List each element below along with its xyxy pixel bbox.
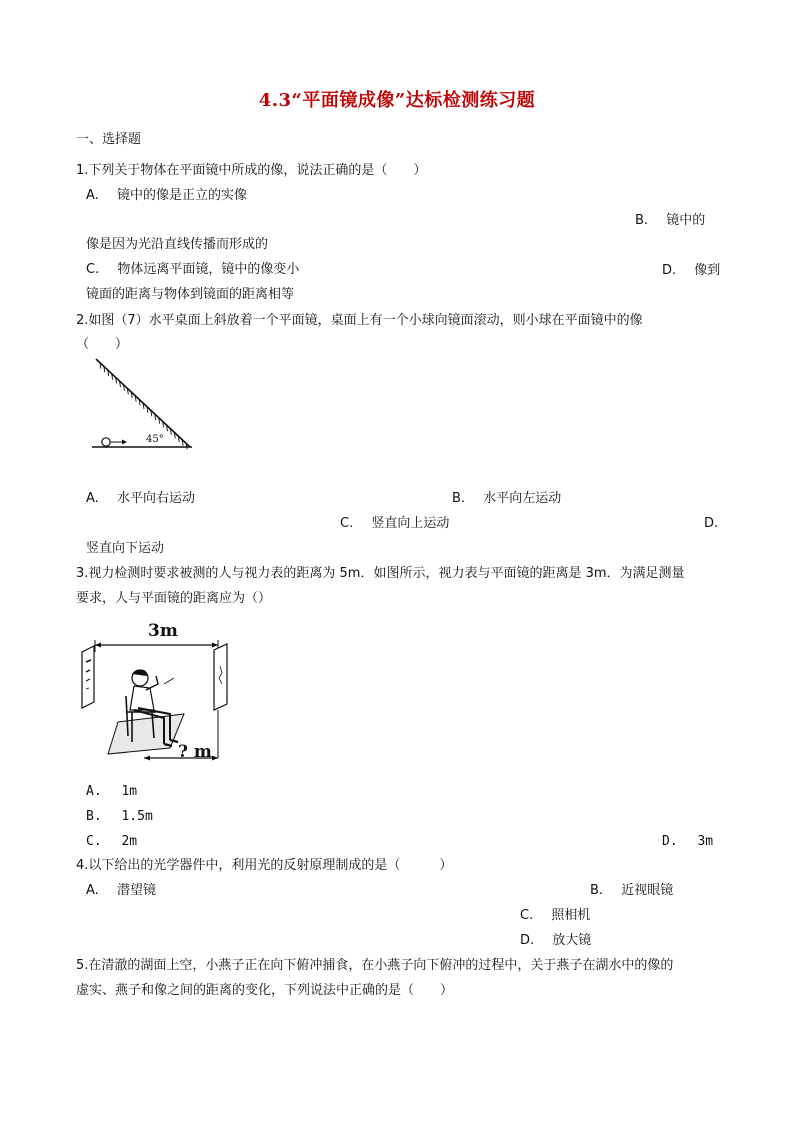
q1-option-d-letter: D.: [662, 263, 677, 278]
q3-option-d[interactable]: [662, 833, 713, 851]
q2-option-a-text: 水平向右运动: [116, 491, 195, 506]
q1-option-a-letter: A.: [86, 188, 99, 203]
q5-stem: 5.在清澈的湖面上空，小燕子正在向下俯冲捕食，在小燕子向下俯冲的过程中，关于燕子在湖水中的像的: [76, 958, 674, 973]
q2-stem: 2.如图（7）水平桌面上斜放着一个平面镜，桌面上有一个小球向镜面滚动，则小球在平面镜中的像: [76, 313, 643, 328]
q2-option-d-cont: 竖直向下运动: [86, 541, 165, 556]
q2-option-d-letter: D.: [704, 516, 719, 531]
q1-option-c-text: 物体远离平面镜，镜中的像变小: [117, 262, 300, 277]
q3-option-a-letter: A.: [86, 784, 102, 799]
distance-label-top: 3m: [148, 621, 178, 641]
q1-option-b-text: 镜中的: [666, 213, 706, 228]
q3-option-c-letter: C.: [86, 834, 102, 849]
q4-option-c[interactable]: [520, 907, 590, 925]
q2-option-c[interactable]: [340, 515, 449, 533]
q4-option-a-letter: A.: [86, 883, 99, 898]
q2-mirror-figure: [90, 355, 200, 455]
q3-option-b[interactable]: [86, 808, 153, 826]
q3-option-d-text: 3m: [697, 834, 714, 849]
q4-option-d[interactable]: [520, 932, 591, 950]
q1-option-b-letter: B.: [635, 213, 649, 228]
q4-option-d-text: 放大镜: [552, 933, 592, 948]
q2-option-c-letter: C.: [340, 516, 354, 531]
q4-option-b-letter: B.: [590, 883, 604, 898]
q2-stem-cont: （ ）: [76, 337, 129, 352]
q4-option-d-letter: D.: [520, 933, 535, 948]
q2-option-b[interactable]: [452, 490, 561, 508]
q4-option-b[interactable]: [590, 882, 673, 900]
q3-option-a-text: 1m: [121, 784, 138, 799]
floor-mat: [108, 714, 184, 754]
q3-option-c[interactable]: [86, 833, 137, 851]
page-title: 4.3“平面镜成像”达标检测练习题: [258, 90, 536, 111]
q1-option-a-text: 镜中的像是正立的实像: [116, 188, 247, 203]
q1-option-d-cont: 镜面的距离与物体到镜面的距离相等: [86, 287, 295, 302]
mirror-icon: [214, 644, 227, 710]
q2-option-b-text: 水平向左运动: [483, 491, 562, 506]
q3-option-b-letter: B.: [86, 809, 102, 824]
q1-option-d[interactable]: [662, 262, 720, 280]
q4-option-c-text: 照相机: [551, 908, 591, 923]
q4-stem: 4.以下给出的光学器件中，利用光的反射原理制成的是（ ）: [76, 858, 453, 873]
q2-option-a[interactable]: [86, 490, 195, 508]
q2-option-b-letter: B.: [452, 491, 466, 506]
q1-option-c-letter: C.: [86, 262, 100, 277]
q1-option-b-cont: 像是因为光沿直线传播而形成的: [86, 237, 269, 252]
ball-icon: [102, 438, 110, 446]
q3-option-c-text: 2m: [121, 834, 138, 849]
q1-stem: 1.下列关于物体在平面镜中所成的像，说法正确的是（ ）: [76, 163, 427, 178]
q2-option-d[interactable]: [704, 515, 718, 533]
q2-option-a-letter: A.: [86, 491, 99, 506]
q4-option-c-letter: C.: [520, 908, 534, 923]
q3-vision-test-figure: [74, 618, 244, 773]
eye-chart-icon: [82, 646, 94, 708]
q3-option-b-text: 1.5m: [121, 809, 153, 824]
q1-option-a[interactable]: [86, 187, 247, 205]
distance-label-bottom: ? m: [178, 742, 212, 762]
q4-option-a-text: 潜望镜: [116, 883, 156, 898]
q4-option-a[interactable]: [86, 882, 156, 900]
q1-option-d-text: 像到: [694, 263, 721, 278]
q2-option-c-text: 竖直向上运动: [371, 516, 450, 531]
section-heading: 一、选择题: [76, 132, 142, 147]
q4-option-b-text: 近视眼镜: [621, 883, 674, 898]
q1-option-b[interactable]: [635, 212, 705, 230]
q5-stem-cont: 虚实、燕子和像之间的距离的变化，下列说法中正确的是（ ）: [76, 983, 454, 998]
angle-label: 45°: [146, 434, 164, 445]
q3-option-d-letter: D.: [662, 834, 678, 849]
q1-option-c[interactable]: [86, 261, 299, 279]
q3-option-a[interactable]: [86, 783, 137, 801]
q3-stem-cont: 要求，人与平面镜的距离应为（）: [76, 591, 272, 606]
q3-stem: 3.视力检测时要求被测的人与视力表的距离为 5m．如图所示，视力表与平面镜的距离是 3m．为满足测量: [76, 566, 685, 581]
